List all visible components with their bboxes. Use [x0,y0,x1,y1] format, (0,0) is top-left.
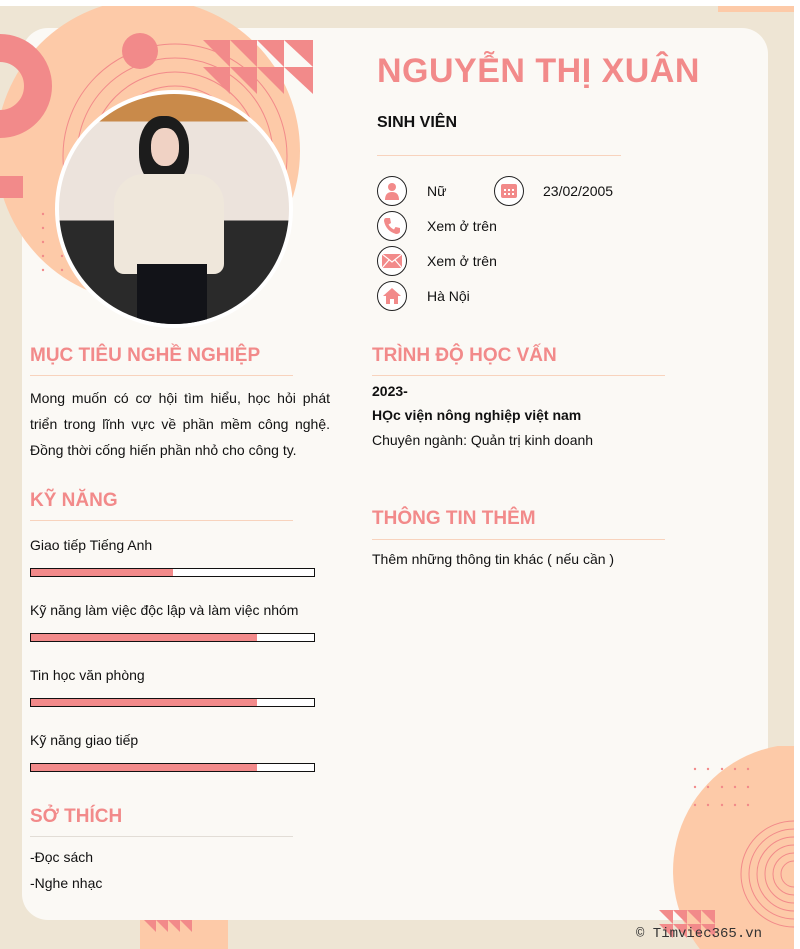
education-heading: TRÌNH ĐỘ HỌC VẤN [372,345,557,366]
photo-blouse [114,174,224,274]
user-icon [377,176,407,206]
skill-bar [30,633,315,642]
profile-photo [55,90,293,328]
hobbies-divider [30,836,293,837]
skill-bar-fill [31,634,257,641]
phone-icon [377,211,407,241]
skill-label: Tin học văn phòng [30,667,145,683]
home-icon [377,281,407,311]
candidate-title: SINH VIÊN [377,114,458,131]
header-divider [377,155,621,156]
education-period: 2023- [372,383,408,399]
extra-text: Thêm những thông tin khác ( nếu cần ) [372,551,615,567]
bottom-left-decoration [140,920,230,949]
decor-strip [718,6,794,12]
candidate-name: NGUYỄN THỊ XUÂN [377,52,700,90]
skill-bar-fill [31,699,257,706]
phone-value: Xem ở trên [427,218,497,234]
skill-label: Giao tiếp Tiếng Anh [30,537,153,553]
extra-divider [372,539,665,540]
mail-icon [377,246,407,276]
photo-face [151,128,179,166]
hobbies-heading: SỞ THÍCH [30,806,123,827]
address-value: Hà Nội [427,288,470,304]
skill-bar-fill [31,569,173,576]
photo-skirt [137,264,207,328]
education-major: Chuyên ngành: Quản trị kinh doanh [372,432,594,448]
skills-divider [30,520,293,521]
skill-bar-fill [31,764,257,771]
extra-heading: THÔNG TIN THÊM [372,508,536,529]
skill-bar [30,568,315,577]
gender-value: Nữ [427,183,447,199]
email-value: Xem ở trên [427,253,497,269]
skill-label: Kỹ năng làm việc độc lập và làm việc nhóm [30,602,299,618]
birthday-value: 23/02/2005 [543,183,614,199]
hobby-item: -Đọc sách [30,849,94,865]
bottom-right-decoration [600,746,794,949]
skills-heading: KỸ NĂNG [30,490,118,511]
skill-label: Kỹ năng giao tiếp [30,732,139,748]
objective-heading: MỤC TIÊU NGHỀ NGHIỆP [30,345,261,366]
hobby-item: -Nghe nhạc [30,875,103,891]
education-school: HỌc viện nông nghiệp việt nam [372,407,582,423]
objective-divider [30,375,293,376]
objective-text: Mong muốn có cơ hội tìm hiểu, học hỏi phát triển trong lĩnh vực về phần mềm công nghệ. Đồng thời cống hiến phần nhỏ cho công ty. [30,390,330,458]
watermark: © Timviec365.vn [636,926,763,942]
skill-bar [30,763,315,772]
calendar-icon [494,176,524,206]
skill-bar [30,698,315,707]
education-divider [372,375,665,376]
